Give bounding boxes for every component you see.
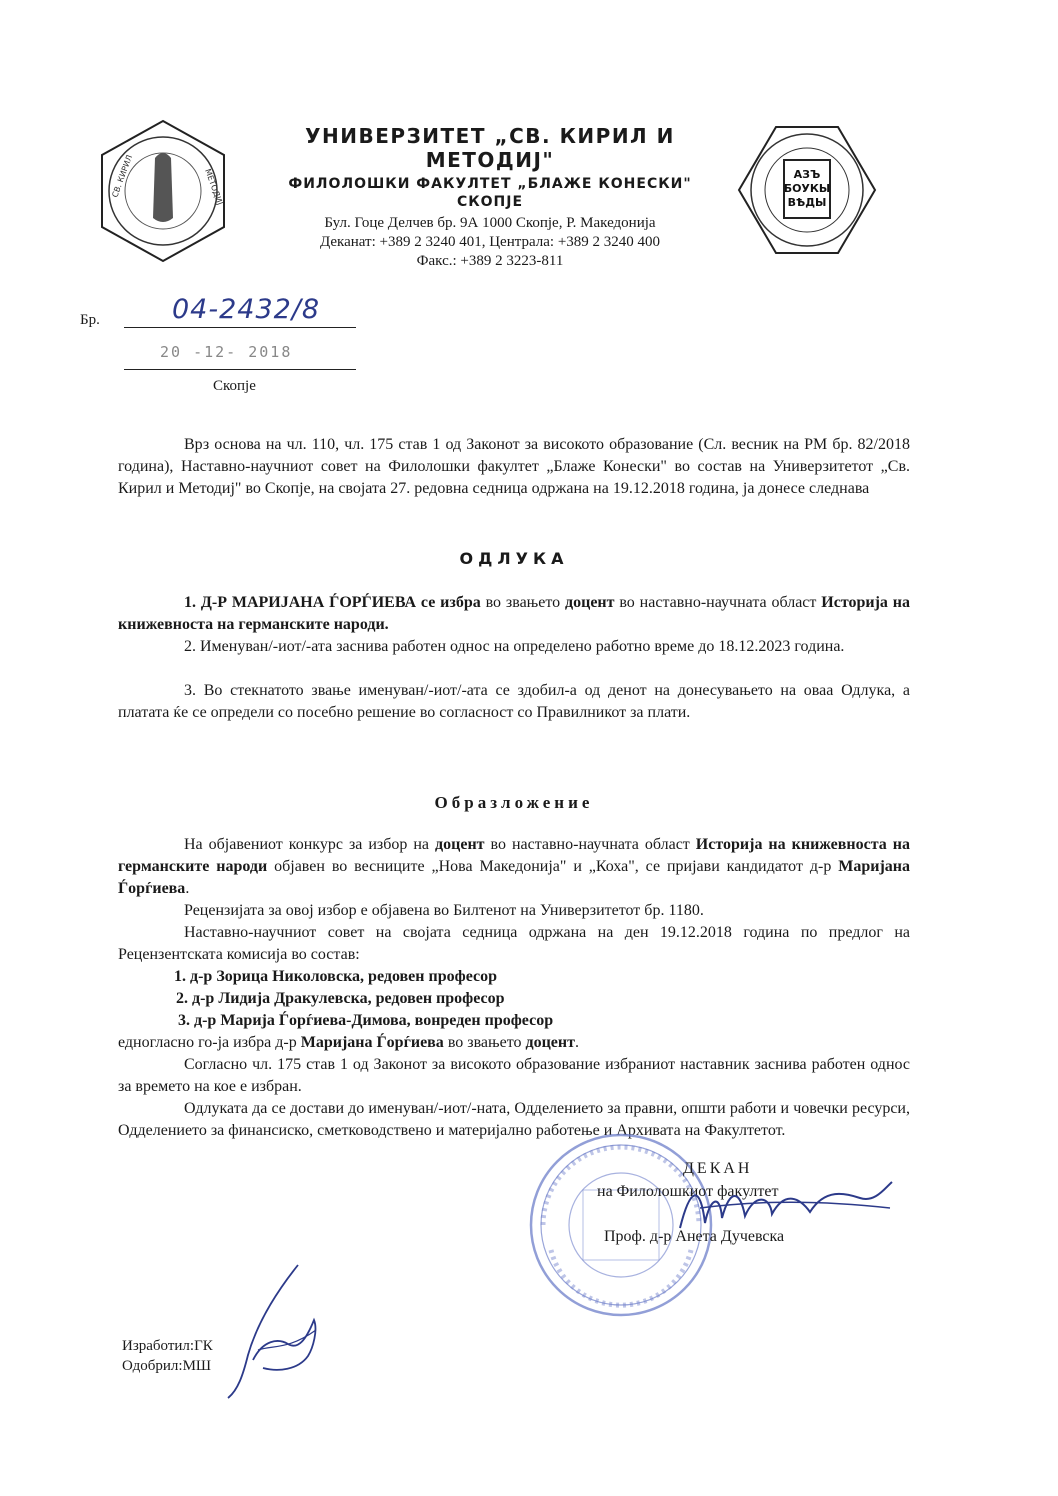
reference-city: Скопје <box>213 378 256 394</box>
reference-divider <box>124 369 356 370</box>
reference-number: 04-2432/8 <box>172 294 321 325</box>
university-name: УНИВЕРЗИТЕТ „СВ. КИРИЛ И МЕТОДИЈ" <box>305 124 675 172</box>
reference-divider <box>124 327 356 328</box>
faculty-logo <box>736 124 878 256</box>
reasoning-paragraph-4 <box>118 1032 910 1054</box>
reasoning-text: . <box>574 1034 579 1051</box>
fax: Факс.: +389 2 3223-811 <box>416 253 564 269</box>
decision-title: ОДЛУКА <box>459 549 569 568</box>
reasoning-paragraph-6: Одлуката да се достави до именуван/-иот/-ната, Одделението за правни, општи работи и човечки ресурси, Одделението за финансиско, сметководствено и материјално работење и Архивата на Факултетот. <box>118 1100 910 1139</box>
candidate-name: Маријана Ѓорѓиева <box>118 858 910 897</box>
reasoning-paragraph-1 <box>118 834 910 900</box>
reasoning-text: На објавениот конкурс за избор на <box>184 836 436 853</box>
svg-text:МЕТОДИЈ: МЕТОДИЈ <box>203 167 225 207</box>
field: Историја на книжевноста на германските народи. <box>118 594 911 633</box>
committee-member: 3. д-р Марија Ѓорѓиева-Димова, вонреден професор <box>178 1012 554 1029</box>
preamble: Врз основа на чл. 110, чл. 175 став 1 од Законот за високото образование (Сл. весник на РМ бр. 82/2018 година), Наставно-научниот совет на Филолошки факултет „Блаже Конески" во состав на Универзитетот „Св. Кирил и Методиј" во Скопје, на својата 27. редовна седница одржана на 19.12.2018 година, ја донесе следнава <box>118 436 910 497</box>
right-logo-line-2: БОУКЫ <box>783 182 831 195</box>
dean-faculty: на Филолошкиот факултет <box>597 1183 779 1200</box>
reasoning-text: . <box>185 880 190 897</box>
reasoning-text: во наставно-научната област <box>484 836 696 853</box>
initials-signature <box>218 1260 328 1400</box>
decision-item-2: 2. Именуван/-иот/-ата заснива работен однос на определено работно време до 18.12.2023 година. <box>184 638 845 655</box>
prepared-by: Изработил:ГК <box>122 1338 213 1354</box>
header-city: СКОПЈЕ <box>456 194 524 210</box>
rank: доцент <box>435 836 485 853</box>
decision-item-1 <box>118 592 910 636</box>
svg-text:СВ. КИРИЛ: СВ. КИРИЛ <box>110 153 135 199</box>
decision-text: во наставно-научната област <box>614 594 822 611</box>
reasoning-title: Образложение <box>434 793 594 812</box>
reasoning-paragraph-2: Рецензијата за овој избор е објавена во Билтенот на Универзитетот бр. 1180. <box>184 902 704 919</box>
address: Бул. Гоце Делчев бр. 9А 1000 Скопје, Р. Македонија <box>324 215 656 231</box>
phones: Деканат: +389 2 3240 401, Централа: +389 2 3240 400 <box>319 234 661 250</box>
reasoning-paragraph-5: Согласно чл. 175 став 1 од Законот за високото образование избраниот наставник заснива работен однос за времето на кое е избран. <box>118 1056 910 1095</box>
decision-text: во звањето <box>480 594 565 611</box>
right-logo-line-1: АЗЪ <box>793 168 821 181</box>
field: Историја на книжевноста на германските народи <box>118 836 911 875</box>
reference-date: 20 -12- 2018 <box>160 343 293 361</box>
committee-member: 1. д-р Зорица Николовска, редовен професор <box>174 968 497 985</box>
decision-item-3: 3. Во стекнатото звање именуван/-иот/-ата се здобил-а од денот на донесувањето на оваа Одлука, а платата ќе се определи со посебно решение во согласност со Правилникот за плати. <box>118 682 910 721</box>
dean-name: Проф. д-р Анета Дучевска <box>604 1228 785 1245</box>
rank: доцент <box>565 594 615 611</box>
letterhead <box>240 124 740 271</box>
reasoning-text: објавен во весниците „Нова Македонија" и „Коха", се пријави кандидатот д-р <box>267 858 839 875</box>
reference-label: Бр. <box>80 312 100 328</box>
dean-signature <box>660 1168 900 1248</box>
faculty-name: ФИЛОЛОШКИ ФАКУЛТЕТ „БЛАЖЕ КОНЕСКИ" <box>288 176 692 192</box>
footer-initials <box>122 1336 213 1376</box>
candidate-name: Маријана Ѓорѓиева <box>300 1034 444 1051</box>
right-logo-line-3: ВѢДЫ <box>787 196 827 209</box>
candidate-name: 1. Д-Р МАРИЈАНА ЃОРЃИЕВА се избра <box>184 594 481 611</box>
rank: доцент <box>525 1034 575 1051</box>
approved-by: Одобрил:МШ <box>122 1358 212 1374</box>
reasoning-paragraph-3: Наставно-научниот совет на својата седница одржана на ден 19.12.2018 година по предлог на Рецензентската комисија во состав: <box>118 924 910 963</box>
dean-title: ДЕКАН <box>683 1160 753 1177</box>
university-logo <box>97 118 229 264</box>
reasoning-text: едногласно го-ја избра д-р <box>118 1034 301 1051</box>
committee-member: 2. д-р Лидија Дракулевска, редовен професор <box>176 990 505 1007</box>
reasoning-text: во звањето <box>443 1034 526 1051</box>
